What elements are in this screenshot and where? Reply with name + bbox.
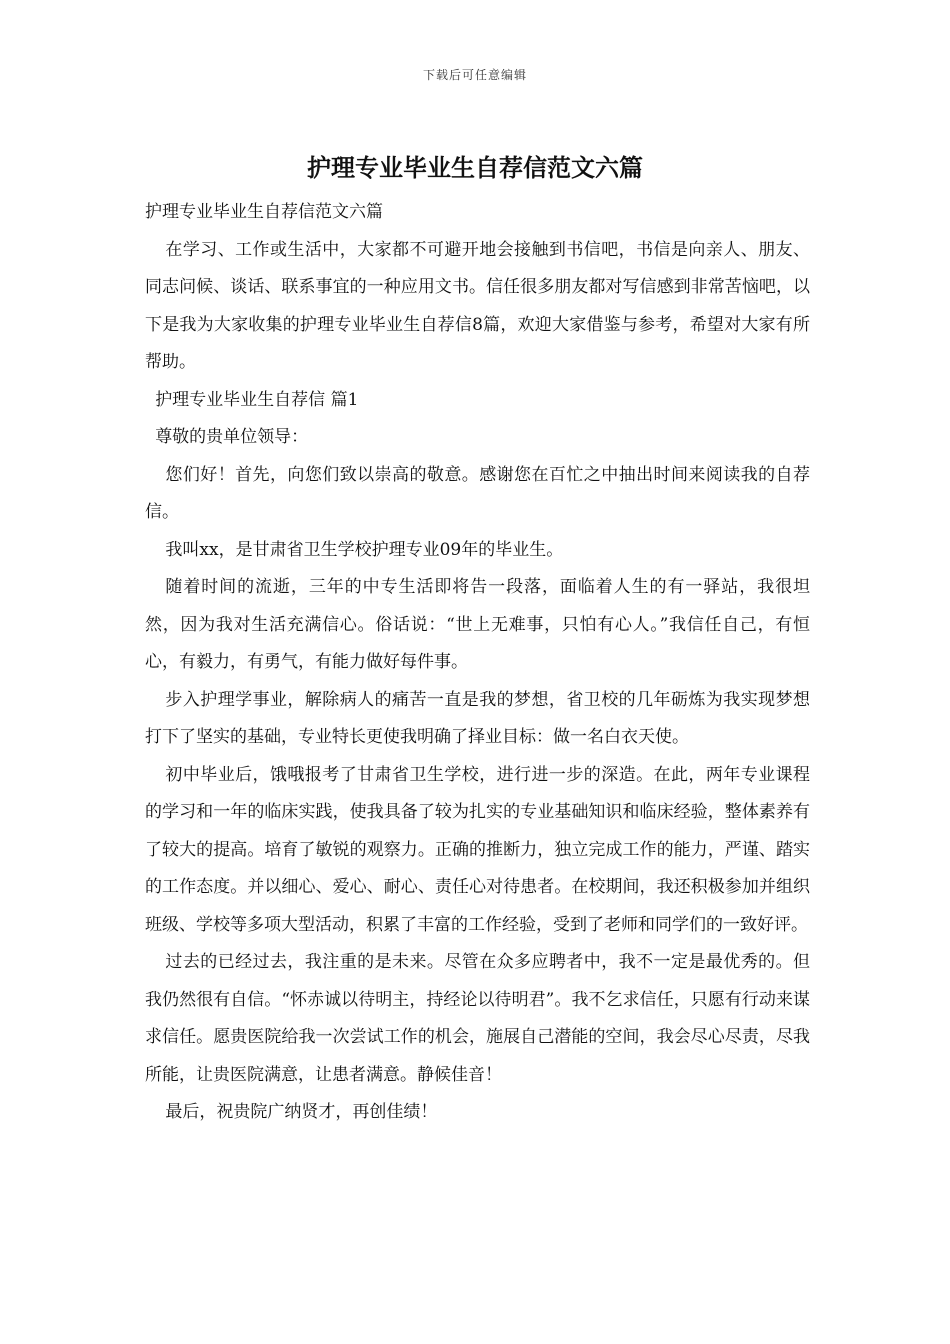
section-heading: 护理专业毕业生自荐信 篇1 [155, 389, 359, 410]
body-paragraph: 过去的已经过去，我注重的是未来。尽管在众多应聘者中，我不一定是最优秀的。但我仍然很有自信。“怀赤诚以待明主，持经论以待明君”。我不乞求信任，只愿有行动来谋求信任。愿贵医院给我一次尝试工作的机会，施展自己潜能的空间，我会尽心尽责，尽我所能，让贵医院满意，让患者满意。静候佳音！ [145, 952, 810, 1085]
intro-paragraph: 在学习、工作或生活中，大家都不可避开地会接触到书信吧，书信是向亲人、朋友、同志问候、谈话、联系事宜的一种应用文书。信任很多朋友都对写信感到非常苦恼吧，以下是我为大家收集的护理专业毕业生自荐信8篇，欢迎大家借鉴与参考，希望对大家有所帮助。 [145, 239, 810, 372]
subtitle-paragraph: 护理专业毕业生自荐信范文六篇 [145, 202, 383, 222]
body-paragraph: 初中毕业后，饿哦报考了甘肃省卫生学校，进行进一步的深造。在此，两年专业课程的学习和一年的临床实践，使我具备了较为扎实的专业基础知识和临床经验，整体素养有了较大的提高。培育了敏锐的观察力。正确的推断力，独立完成工作的能力，严谨、踏实的工作态度。并以细心、爱心、耐心、责任心对待患者。在校期间，我还积极参加并组织班级、学校等多项大型活动，积累了丰富的工作经验，受到了老师和同学们的一致好评。 [145, 764, 810, 935]
body-paragraph: 步入护理学事业，解除病人的痛苦一直是我的梦想，省卫校的几年砺炼为我实现梦想打下了坚实的基础，专业特长更使我明确了择业目标：做一名白衣天使。 [145, 689, 810, 747]
document-body [145, 194, 810, 1132]
document-title: 护理专业毕业生自荐信范文六篇 [307, 153, 643, 182]
body-paragraph: 您们好！首先，向您们致以崇高的敬意。感谢您在百忙之中抽出时间来阅读我的自荐信。 [145, 464, 810, 522]
salutation: 尊敬的贵单位领导： [155, 427, 309, 447]
header-note: 下载后可任意编辑 [422, 68, 527, 82]
body-paragraph: 随着时间的流逝，三年的中专生活即将告一段落，面临着人生的有一驿站，我很坦然，因为我对生活充满信心。俗话说：“世上无难事，只怕有心人。”我信任自己，有恒心，有毅力，有勇气，有能力做好每件事。 [145, 577, 810, 672]
closing-paragraph: 最后，祝贵院广纳贤才，再创佳绩！ [165, 1102, 438, 1122]
body-paragraph: 我叫xx，是甘肃省卫生学校护理专业09年的毕业生。 [165, 539, 564, 560]
